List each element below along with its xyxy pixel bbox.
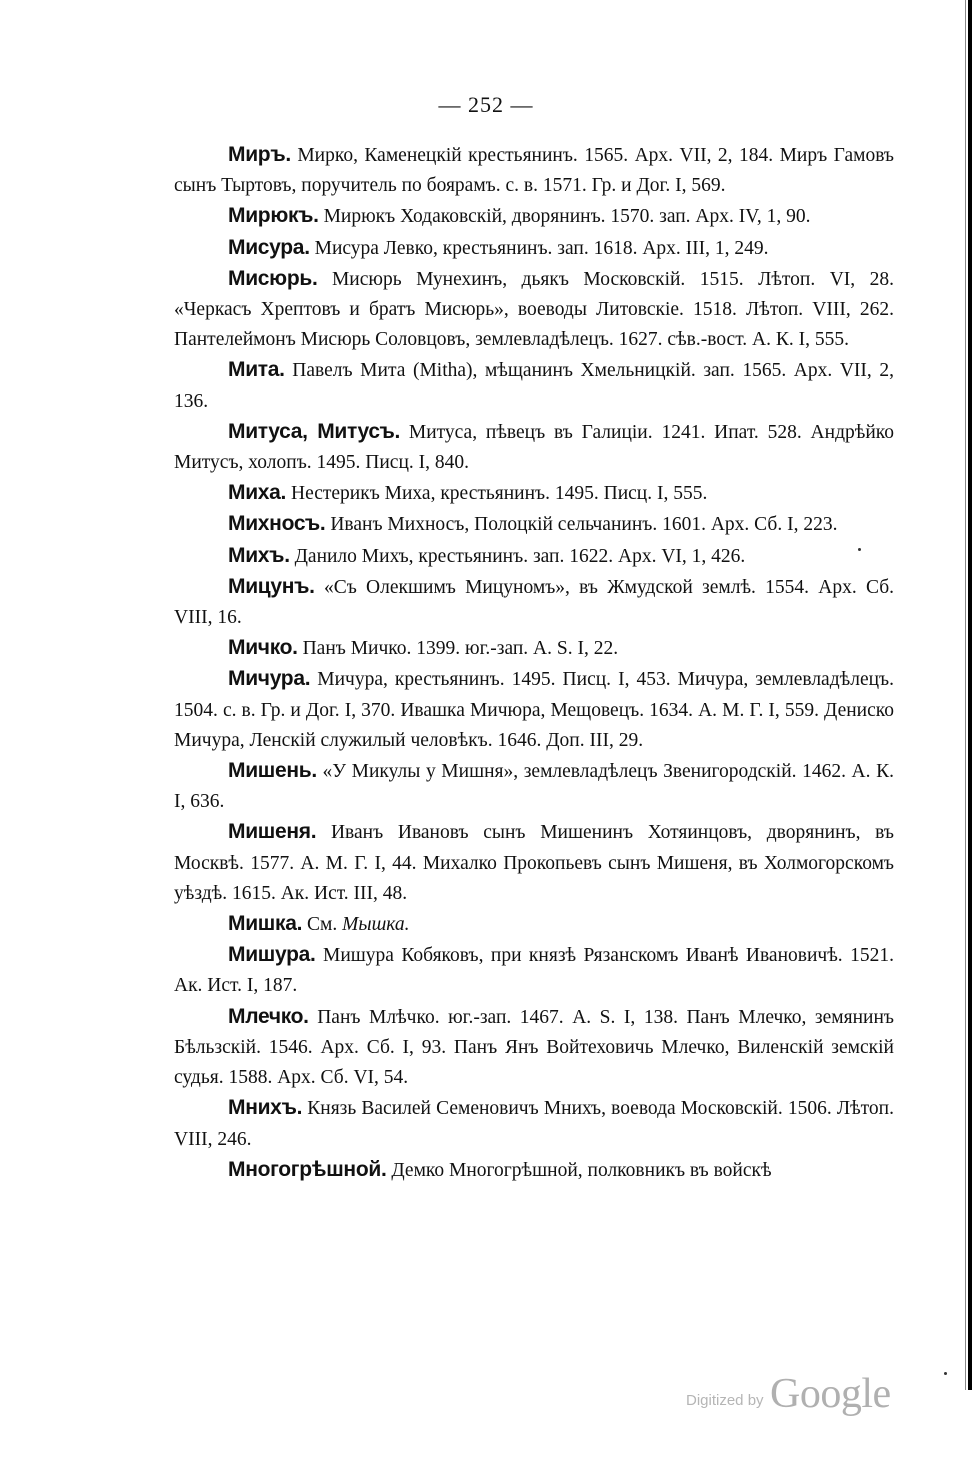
entry-headword: Мисура. (228, 235, 310, 259)
print-speck (944, 1372, 947, 1375)
entry-headword: Мирюкъ. (228, 204, 319, 228)
entry-text: Иванъ Ивановъ сынъ Мишенинъ Хотяинцовъ, дворянинъ, въ Москвѣ. 1577. А. М. Г. I, 44. Михалко Прокопьевъ сынъ Мишеня, въ Холмогорскомъ уѣздѣ. 1615. Ак. Ист. III, 48. (174, 822, 894, 904)
entry-headword: Мишура. (228, 943, 316, 967)
entry (174, 355, 894, 416)
entry (174, 664, 894, 756)
entry (174, 909, 894, 940)
entry (174, 417, 894, 478)
entry (174, 201, 894, 232)
entry-text: Мисюрь Мунехинъ, дьякъ Московскій. 1515. Лѣтоп. VI, 28. «Черкасъ Хрептовъ и братъ Мисюрь», воеводы Литовскіе. 1518. Лѣтоп. VIII, 262. Пантелеймонъ Мисюрь Соловцовъ, землевладѣлецъ. 1627. сѣв.-вост. А. К. I, 555. (174, 268, 894, 351)
entry (174, 140, 894, 201)
entry-text: Мисура Левко, крестьянинъ. зап. 1618. Арх. III, 1, 249. (309, 237, 769, 259)
entry-text: Князь Василей Семеновичъ Мнихъ, воевода Московскій. 1506. Лѣтоп. VIII, 246. (174, 1098, 894, 1150)
entry-headword: Миръ. (228, 143, 291, 166)
entry-headword: Мита. (228, 358, 285, 382)
entry-headword: Мнихъ. (228, 1096, 303, 1120)
entry-text: Демко Многогрѣшной, полковникъ въ войскѣ (386, 1159, 772, 1181)
entry (174, 1002, 894, 1094)
entry-text: Мирко, Каменецкій крестьянинъ. 1565. Арх. VII, 2, 184. Миръ Гамовъ сынъ Тыртовъ, поручитель по боярамъ. с. в. 1571. Гр. и Дог. I, 569. (174, 145, 894, 197)
entry-headword: Многогрѣшной. (228, 1157, 387, 1181)
entry-headword: Мицунъ. (228, 574, 315, 598)
entry-headword: Мишеня. (228, 820, 317, 844)
entry-text: «У Микулы у Мишня», землевладѣлецъ Звенигородскій. 1462. А. К. I, 636. (174, 761, 894, 813)
entry-text: Панъ Мичко. 1399. юг.-зап. А. S. I, 22. (297, 638, 619, 660)
entry-text: Мирюкъ Ходаковскій, дворянинъ. 1570. зап. Арх. IV, 1, 90. (318, 206, 811, 228)
entry-headword: Мишень. (228, 759, 317, 783)
digitized-by-label: Digitized by (686, 1392, 764, 1409)
entry (174, 541, 894, 572)
entry (174, 478, 894, 509)
entry (174, 264, 894, 356)
page-number: — 252 — (438, 92, 534, 117)
entry-text: «Съ Олекшимъ Мицуномъ», въ Жмудской землѣ. 1554. Арх. Сб. VIII, 16. (174, 576, 894, 629)
cross-reference: Мышка. (342, 914, 410, 936)
entry (174, 509, 894, 540)
entry-headword: Мисюрь. (228, 266, 318, 290)
entry-headword: Миха. (228, 481, 287, 505)
entry-headword: Митуса, Митусъ. (228, 419, 401, 443)
entry (174, 817, 894, 909)
entry-text: Нестерикъ Миха, крестьянинъ. 1495. Писц. I, 555. (286, 483, 708, 505)
entry (174, 756, 894, 817)
page-edge-shadow (968, 0, 972, 1390)
entry (174, 1093, 894, 1154)
print-speck (858, 548, 861, 551)
entry-text: См. (302, 914, 343, 936)
page-edge-line (965, 0, 966, 1390)
entry-text: Павелъ Мита (Mitha), мѣщанинъ Хмельницкій. зап. 1565. Арх. VII, 2, 136. (174, 360, 894, 412)
entry (174, 633, 894, 664)
entry-headword: Мичура. (228, 667, 311, 691)
entry-headword: Михъ. (228, 543, 290, 567)
entry (174, 233, 894, 264)
google-watermark-logo: Google (770, 1371, 891, 1417)
entry-text: Иванъ Михносъ, Полоцкій сельчанинъ. 1601. Арх. Сб. I, 223. (325, 514, 838, 536)
entry-text: Данило Михъ, крестьянинъ. зап. 1622. Арх. VI, 1, 426. (289, 545, 746, 567)
entry-headword: Мичко. (228, 636, 298, 660)
entry (174, 1155, 894, 1186)
entry (174, 572, 894, 633)
dictionary-text (174, 140, 894, 1186)
entry-text: Мишура Кобяковъ, при князѣ Рязанскомъ Иванѣ Ивановичѣ. 1521. Ак. Ист. I, 187. (174, 945, 894, 997)
entry-text: Панъ Млѣчко. юг.-зап. 1467. А. S. I, 138. Панъ Млечко, земянинъ Бѣльзскій. 1546. Арх. Сб. I, 93. Панъ Янъ Войтеховичь Млечко, Виленскій земскій судья. 1588. Арх. Сб. VI, 54. (174, 1006, 894, 1089)
entry-headword: Михносъ. (228, 512, 326, 536)
entry-text: Митуса, пѣвецъ въ Галиціи. 1241. Ипат. 528. Андрѣйко Митусъ, холопъ. 1495. Писц. I, 840. (174, 421, 894, 474)
entry-headword: Млечко. (228, 1004, 309, 1028)
entry (174, 940, 894, 1001)
entry-headword: Мишка. (228, 912, 303, 936)
entry-text: Мичура, крестьянинъ. 1495. Писц. I, 453. Мичура, землевладѣлецъ. 1504. с. в. Гр. и Дог. I, 370. Ивашка Мичюра, Мещовецъ. 1634. А. М. Г. I, 559. Дениско Мичура, Ленскій служилый человѣкъ. 1646. Доп. III, 29. (174, 669, 894, 751)
